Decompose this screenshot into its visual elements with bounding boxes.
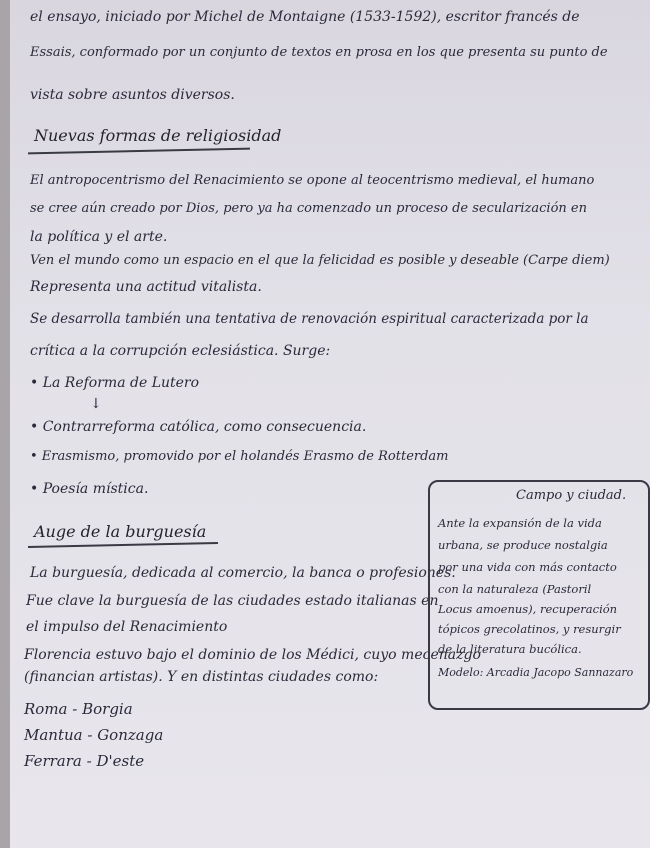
page-edge <box>0 0 10 848</box>
bullet-poesia: • Poesía mística. <box>30 481 149 497</box>
city-roma: Roma - Borgia <box>24 700 133 718</box>
bullet-erasmismo: • Erasmismo, promovido por el holandés Erasmo de Rotterdam <box>30 449 449 464</box>
bullet-contrarreforma: • Contrarreforma católica, como consecuencia. <box>30 419 367 435</box>
s1-p3-line2: crítica a la corrupción eclesiástica. Surge: <box>30 343 331 359</box>
s2-p2-line2: el impulso del Renacimiento <box>26 619 228 635</box>
sidebox-line: con la naturaleza (Pastoril <box>438 582 592 596</box>
s2-p2-line1: Fue clave la burguesía de las ciudades estado italianas en <box>26 593 439 609</box>
intro-line-1: el ensayo, iniciado por Michel de Montaigne (1533-1592), escritor francés de <box>30 9 580 25</box>
down-arrow-icon: ↓ <box>90 396 102 412</box>
sidebox-line: tópicos grecolatinos, y resurgir <box>438 622 621 636</box>
sidebox-line: de la literatura bucólica. <box>438 642 582 656</box>
s1-p3-line1: Se desarrolla también una tentativa de renovación espiritual caracterizada por la <box>30 311 589 327</box>
sidebox-line: urbana, se produce nostalgia <box>438 538 608 552</box>
sidebox-model: Modelo: Arcadia Jacopo Sannazaro <box>438 666 634 679</box>
intro-line-3: vista sobre asuntos diversos. <box>30 87 235 103</box>
s1-p2-line2: Representa una actitud vitalista. <box>30 279 262 295</box>
s1-p2-line1: Ven el mundo como un espacio en el que la felicidad es posible y deseable (Carpe diem) <box>30 253 610 268</box>
sidebox-campo-ciudad <box>428 480 650 710</box>
sidebox-line: Ante la expansión de la vida <box>438 516 602 530</box>
s2-p3-line2: (financian artistas). Y en distintas ciudades como: <box>24 669 379 685</box>
section-title-burguesia: Auge de la burguesía <box>34 522 207 541</box>
s1-p1-line1: El antropocentrismo del Renacimiento se opone al teocentrismo medieval, el humano <box>30 173 595 188</box>
sidebox-line: Locus amoenus), recuperación <box>438 602 618 616</box>
s2-p3-line1: Florencia estuvo bajo el dominio de los Médici, cuyo mecenazgo <box>24 647 481 663</box>
bullet-reforma: • La Reforma de Lutero <box>30 375 200 391</box>
s1-p1-line3: la política y el arte. <box>30 229 168 245</box>
sidebox-line: por una vida con más contacto <box>438 560 617 574</box>
city-ferrara: Ferrara - D'este <box>24 752 145 770</box>
section-title-religiosidad: Nuevas formas de religiosidad <box>34 126 282 145</box>
sidebox-title: Campo y ciudad. <box>516 488 627 503</box>
s2-p1: La burguesía, dedicada al comercio, la banca o profesiones. <box>30 565 456 581</box>
intro-line-2: Essais, conformado por un conjunto de textos en prosa en los que presenta su punto de <box>30 45 608 60</box>
s1-p1-line2: se cree aún creado por Dios, pero ya ha comenzado un proceso de secularización en <box>30 201 587 216</box>
city-mantua: Mantua - Gonzaga <box>24 726 164 744</box>
